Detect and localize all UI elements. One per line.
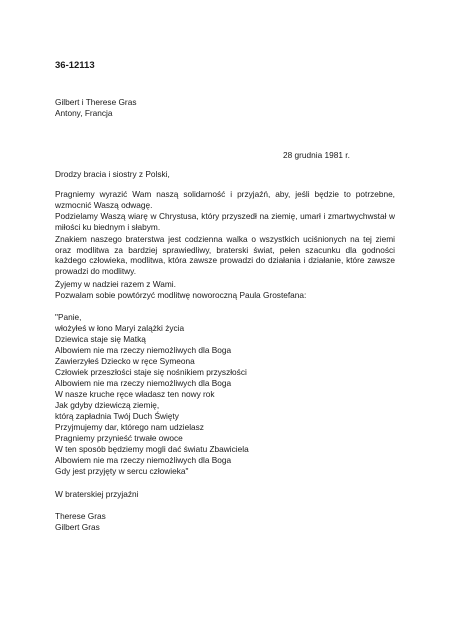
signature-gilbert: Gilbert Gras (55, 522, 100, 532)
poem-line: W nasze kruche ręce władasz ten nowy rok (55, 389, 215, 399)
letter-date: 28 grudnia 1981 r. (283, 150, 350, 160)
signature-therese: Therese Gras (55, 511, 106, 521)
salutation: Drodzy bracia i siostry z Polski, (55, 169, 170, 179)
poem-line: Człowiek przeszłości staje się nośnikiem przyszłości (55, 367, 247, 377)
paragraph-faith: Podzielamy Waszą wiarę w Chrystusa, który przyszedł na ziemię, umarł i zmartwychwstał w miłości ku biednym i słabym. (55, 211, 395, 232)
sender-location: Antony, Francja (55, 108, 113, 118)
sender-name: Gilbert i Therese Gras (55, 97, 137, 107)
poem-line: Gdy jest przyjęty w sercu człowieka" (55, 466, 189, 476)
poem-line: Albowiem nie ma rzeczy niemożliwych dla Boga (55, 455, 232, 465)
poem-line: Zawierzyłeś Dziecko w ręce Symeona (55, 356, 195, 366)
poem-line: "Panie, (55, 312, 82, 322)
poem-line: Dziewica staje się Matką (55, 334, 146, 344)
poem-line: Albowiem nie ma rzeczy niemożliwych dla Boga (55, 378, 232, 388)
paragraph-brotherhood: Znakiem naszego braterstwa jest codzienna walka o wszystkich uciśnionych na tej ziemi oraz modlitwa za bardziej sprawiedliwy, braterski świat, pełen szacunku dla godności każdego człowieka, modlitwa, która zawsze prowadzi do działania i działanie, które zawsze prowadzi do modlitwy. (55, 234, 395, 276)
paragraph-solidarity: Pragniemy wyrazić Wam naszą solidarność i przyjaźń, aby, jeśli będzie to potrzebne, wzmocnić Waszą odwagę. (55, 189, 395, 210)
reference-number: 36-12113 (55, 60, 95, 71)
poem-line: Pragniemy przynieść trwałe owoce (55, 433, 183, 443)
closing: W braterskiej przyjaźni (55, 489, 139, 499)
poem-line: Przyjmujemy dar, którego nam udzielasz (55, 422, 204, 432)
poem-line: włożyłeś w łono Maryi zalążki życia (55, 323, 185, 333)
poem-line: Jak gdyby dziewiczą ziemię, (55, 400, 160, 410)
paragraph-hope: Żyjemy w nadziei razem z Wami. (55, 279, 176, 289)
paragraph-prayer-intro: Pozwalam sobie powtórzyć modlitwę noworoczną Paula Grostefana: (55, 290, 307, 300)
poem-line: którą zapładnia Twój Duch Święty (55, 411, 179, 421)
poem-line: W ten sposób będziemy mogli dać światu Zbawiciela (55, 444, 249, 454)
poem-line: Albowiem nie ma rzeczy niemożliwych dla Boga (55, 345, 232, 355)
